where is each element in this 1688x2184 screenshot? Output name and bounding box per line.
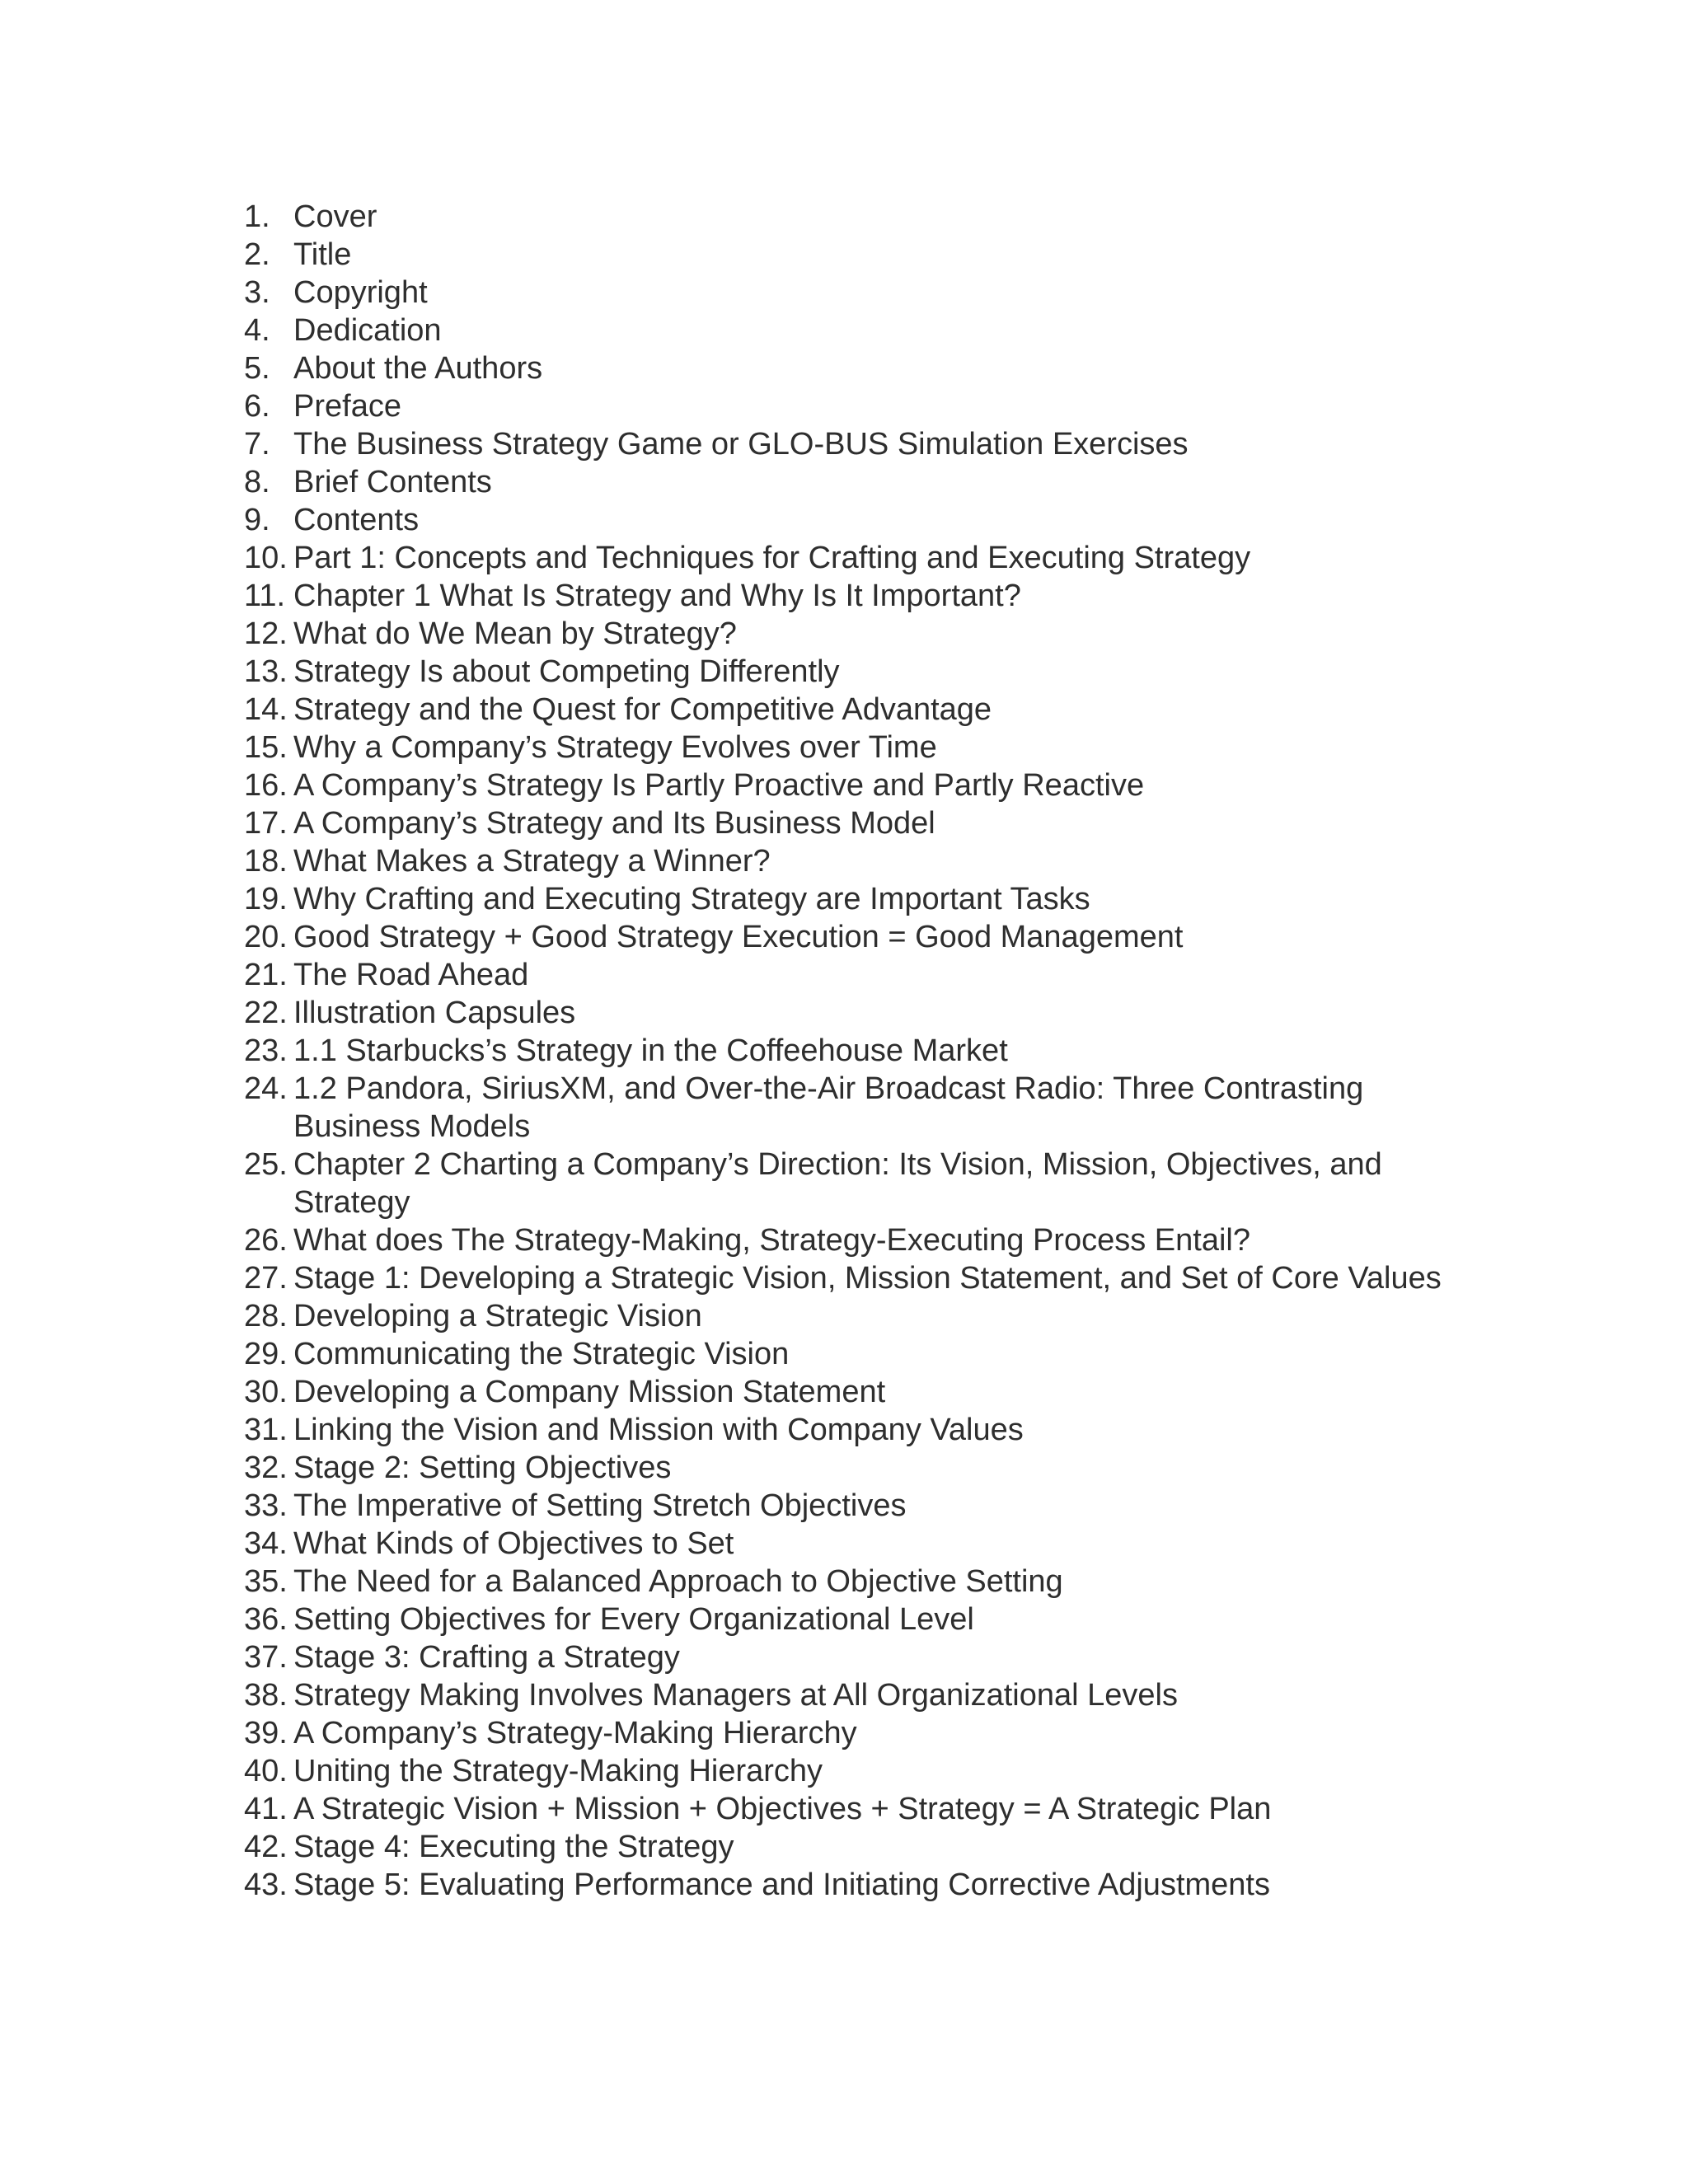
- item-number: 24.: [244, 1071, 288, 1106]
- item-number: 30.: [244, 1375, 288, 1409]
- item-text: Chapter 1 What Is Strategy and Why Is It Important?: [293, 579, 1021, 613]
- item-text: Communicating the Strategic Vision: [293, 1337, 790, 1371]
- list-item: [244, 1259, 1480, 1297]
- item-text: Why Crafting and Executing Strategy are Important Tasks: [293, 882, 1090, 916]
- list-item: [244, 653, 1480, 691]
- item-number: 22.: [244, 996, 288, 1030]
- item-text: The Road Ahead: [293, 958, 529, 992]
- item-number: 15.: [244, 730, 288, 765]
- item-text: Stage 1: Developing a Strategic Vision, Mission Statement, and Set of Core Values: [293, 1261, 1442, 1296]
- item-number: 26.: [244, 1223, 288, 1258]
- item-text: Stage 5: Evaluating Performance and Initiating Corrective Adjustments: [293, 1868, 1270, 1902]
- item-text: Cover: [293, 199, 377, 234]
- item-text: Stage 2: Setting Objectives: [293, 1451, 672, 1485]
- item-text: Uniting the Strategy-Making Hierarchy: [293, 1754, 823, 1788]
- list-item: [244, 804, 1480, 842]
- list-item: [244, 1790, 1480, 1828]
- list-item: [244, 956, 1480, 994]
- list-item: [244, 1601, 1480, 1638]
- list-item: [244, 615, 1480, 653]
- item-number: 43.: [244, 1868, 288, 1902]
- item-number: 42.: [244, 1830, 288, 1864]
- list-item: [244, 729, 1480, 766]
- list-item: [244, 1828, 1480, 1866]
- list-item: [244, 236, 1480, 274]
- item-text: A Company’s Strategy Is Partly Proactive and Partly Reactive: [293, 768, 1145, 803]
- item-number: 1.: [244, 199, 270, 234]
- item-text: Strategy and the Quest for Competitive Advantage: [293, 692, 992, 727]
- item-text: What Makes a Strategy a Winner?: [293, 844, 771, 879]
- item-number: 37.: [244, 1640, 288, 1675]
- list-item: [244, 1638, 1480, 1676]
- item-text: Why a Company’s Strategy Evolves over Time: [293, 730, 937, 765]
- list-item: [244, 1146, 1480, 1221]
- item-number: 34.: [244, 1526, 288, 1561]
- list-item: [244, 349, 1480, 387]
- item-text: What does The Strategy-Making, Strategy-Executing Process Entail?: [293, 1223, 1250, 1258]
- item-number: 23.: [244, 1033, 288, 1068]
- list-item: [244, 1563, 1480, 1601]
- item-number: 32.: [244, 1451, 288, 1485]
- item-text: The Need for a Balanced Approach to Objective Setting: [293, 1564, 1063, 1599]
- item-text: Contents: [293, 503, 420, 537]
- item-number: 10.: [244, 541, 288, 575]
- item-text: 1.1 Starbucks’s Strategy in the Coffeehouse Market: [293, 1033, 1008, 1068]
- item-number: 35.: [244, 1564, 288, 1599]
- item-text: Strategy Is about Competing Differently: [293, 654, 840, 689]
- item-text: Stage 4: Executing the Strategy: [293, 1830, 734, 1864]
- item-text: Preface: [293, 389, 401, 424]
- item-text: What do We Mean by Strategy?: [293, 616, 737, 651]
- list-item: [244, 1032, 1480, 1070]
- list-item: [244, 1866, 1480, 1904]
- item-number: 9.: [244, 503, 270, 537]
- item-text: Part 1: Concepts and Techniques for Crafting and Executing Strategy: [293, 541, 1251, 575]
- item-text: Linking the Vision and Mission with Company Values: [293, 1413, 1024, 1447]
- item-number: 20.: [244, 920, 288, 954]
- item-number: 28.: [244, 1299, 288, 1333]
- item-text: 1.2 Pandora, SiriusXM, and Over-the-Air Broadcast Radio: Three Contrasting Business Models: [293, 1071, 1364, 1144]
- item-text: Brief Contents: [293, 465, 492, 499]
- item-number: 16.: [244, 768, 288, 803]
- list-item: [244, 842, 1480, 880]
- list-item: [244, 387, 1480, 425]
- item-number: 14.: [244, 692, 288, 727]
- item-text: Stage 3: Crafting a Strategy: [293, 1640, 680, 1675]
- item-text: Chapter 2 Charting a Company’s Direction: Its Vision, Mission, Objectives, and Strategy: [293, 1147, 1382, 1220]
- list-item: [244, 463, 1480, 501]
- item-number: 31.: [244, 1413, 288, 1447]
- item-text: Good Strategy + Good Strategy Execution = Good Management: [293, 920, 1184, 954]
- item-text: Strategy Making Involves Managers at All Organizational Levels: [293, 1678, 1178, 1713]
- list-item: [244, 691, 1480, 729]
- item-number: 21.: [244, 958, 288, 992]
- list-item: [244, 1676, 1480, 1714]
- item-text: The Imperative of Setting Stretch Objectives: [293, 1488, 907, 1523]
- list-item: [244, 880, 1480, 918]
- item-text: A Company’s Strategy-Making Hierarchy: [293, 1716, 857, 1750]
- item-text: Setting Objectives for Every Organizational Level: [293, 1602, 974, 1637]
- item-number: 17.: [244, 806, 288, 841]
- item-text: What Kinds of Objectives to Set: [293, 1526, 734, 1561]
- item-text: A Strategic Vision + Mission + Objectives + Strategy = A Strategic Plan: [293, 1792, 1272, 1826]
- list-item: [244, 274, 1480, 312]
- item-number: 13.: [244, 654, 288, 689]
- list-item: [244, 1070, 1480, 1146]
- list-item: [244, 918, 1480, 956]
- item-number: 11.: [244, 579, 286, 613]
- item-number: 41.: [244, 1792, 288, 1826]
- list-item: [244, 1487, 1480, 1525]
- item-text: About the Authors: [293, 351, 543, 386]
- list-item: [244, 1752, 1480, 1790]
- list-item: [244, 1297, 1480, 1335]
- item-text: Illustration Capsules: [293, 996, 576, 1030]
- item-number: 7.: [244, 427, 270, 462]
- item-text: Title: [293, 237, 352, 272]
- list-item: [244, 1525, 1480, 1563]
- list-item: [244, 198, 1480, 236]
- list-item: [244, 539, 1480, 577]
- item-number: 2.: [244, 237, 270, 272]
- item-text: Dedication: [293, 313, 442, 348]
- item-number: 29.: [244, 1337, 288, 1371]
- list-item: [244, 1373, 1480, 1411]
- item-text: The Business Strategy Game or GLO-BUS Simulation Exercises: [293, 427, 1189, 462]
- list-item: [244, 1221, 1480, 1259]
- item-number: 6.: [244, 389, 270, 424]
- item-number: 12.: [244, 616, 288, 651]
- item-number: 3.: [244, 275, 270, 310]
- list-item: [244, 766, 1480, 804]
- item-number: 19.: [244, 882, 288, 916]
- list-item: [244, 1714, 1480, 1752]
- item-number: 38.: [244, 1678, 288, 1713]
- item-number: 25.: [244, 1147, 288, 1182]
- table-of-contents: [244, 198, 1480, 1904]
- list-item: [244, 1411, 1480, 1449]
- item-number: 4.: [244, 313, 270, 348]
- list-item: [244, 312, 1480, 349]
- list-item: [244, 1449, 1480, 1487]
- list-item: [244, 1335, 1480, 1373]
- list-item: [244, 577, 1480, 615]
- item-text: Developing a Company Mission Statement: [293, 1375, 886, 1409]
- item-number: 8.: [244, 465, 270, 499]
- item-number: 36.: [244, 1602, 288, 1637]
- item-text: Copyright: [293, 275, 428, 310]
- list-item: [244, 994, 1480, 1032]
- item-number: 5.: [244, 351, 270, 386]
- item-number: 27.: [244, 1261, 288, 1296]
- item-number: 40.: [244, 1754, 288, 1788]
- item-text: Developing a Strategic Vision: [293, 1299, 702, 1333]
- item-number: 18.: [244, 844, 288, 879]
- item-number: 39.: [244, 1716, 288, 1750]
- list-item: [244, 425, 1480, 463]
- list-item: [244, 501, 1480, 539]
- item-number: 33.: [244, 1488, 288, 1523]
- item-text: A Company’s Strategy and Its Business Model: [293, 806, 935, 841]
